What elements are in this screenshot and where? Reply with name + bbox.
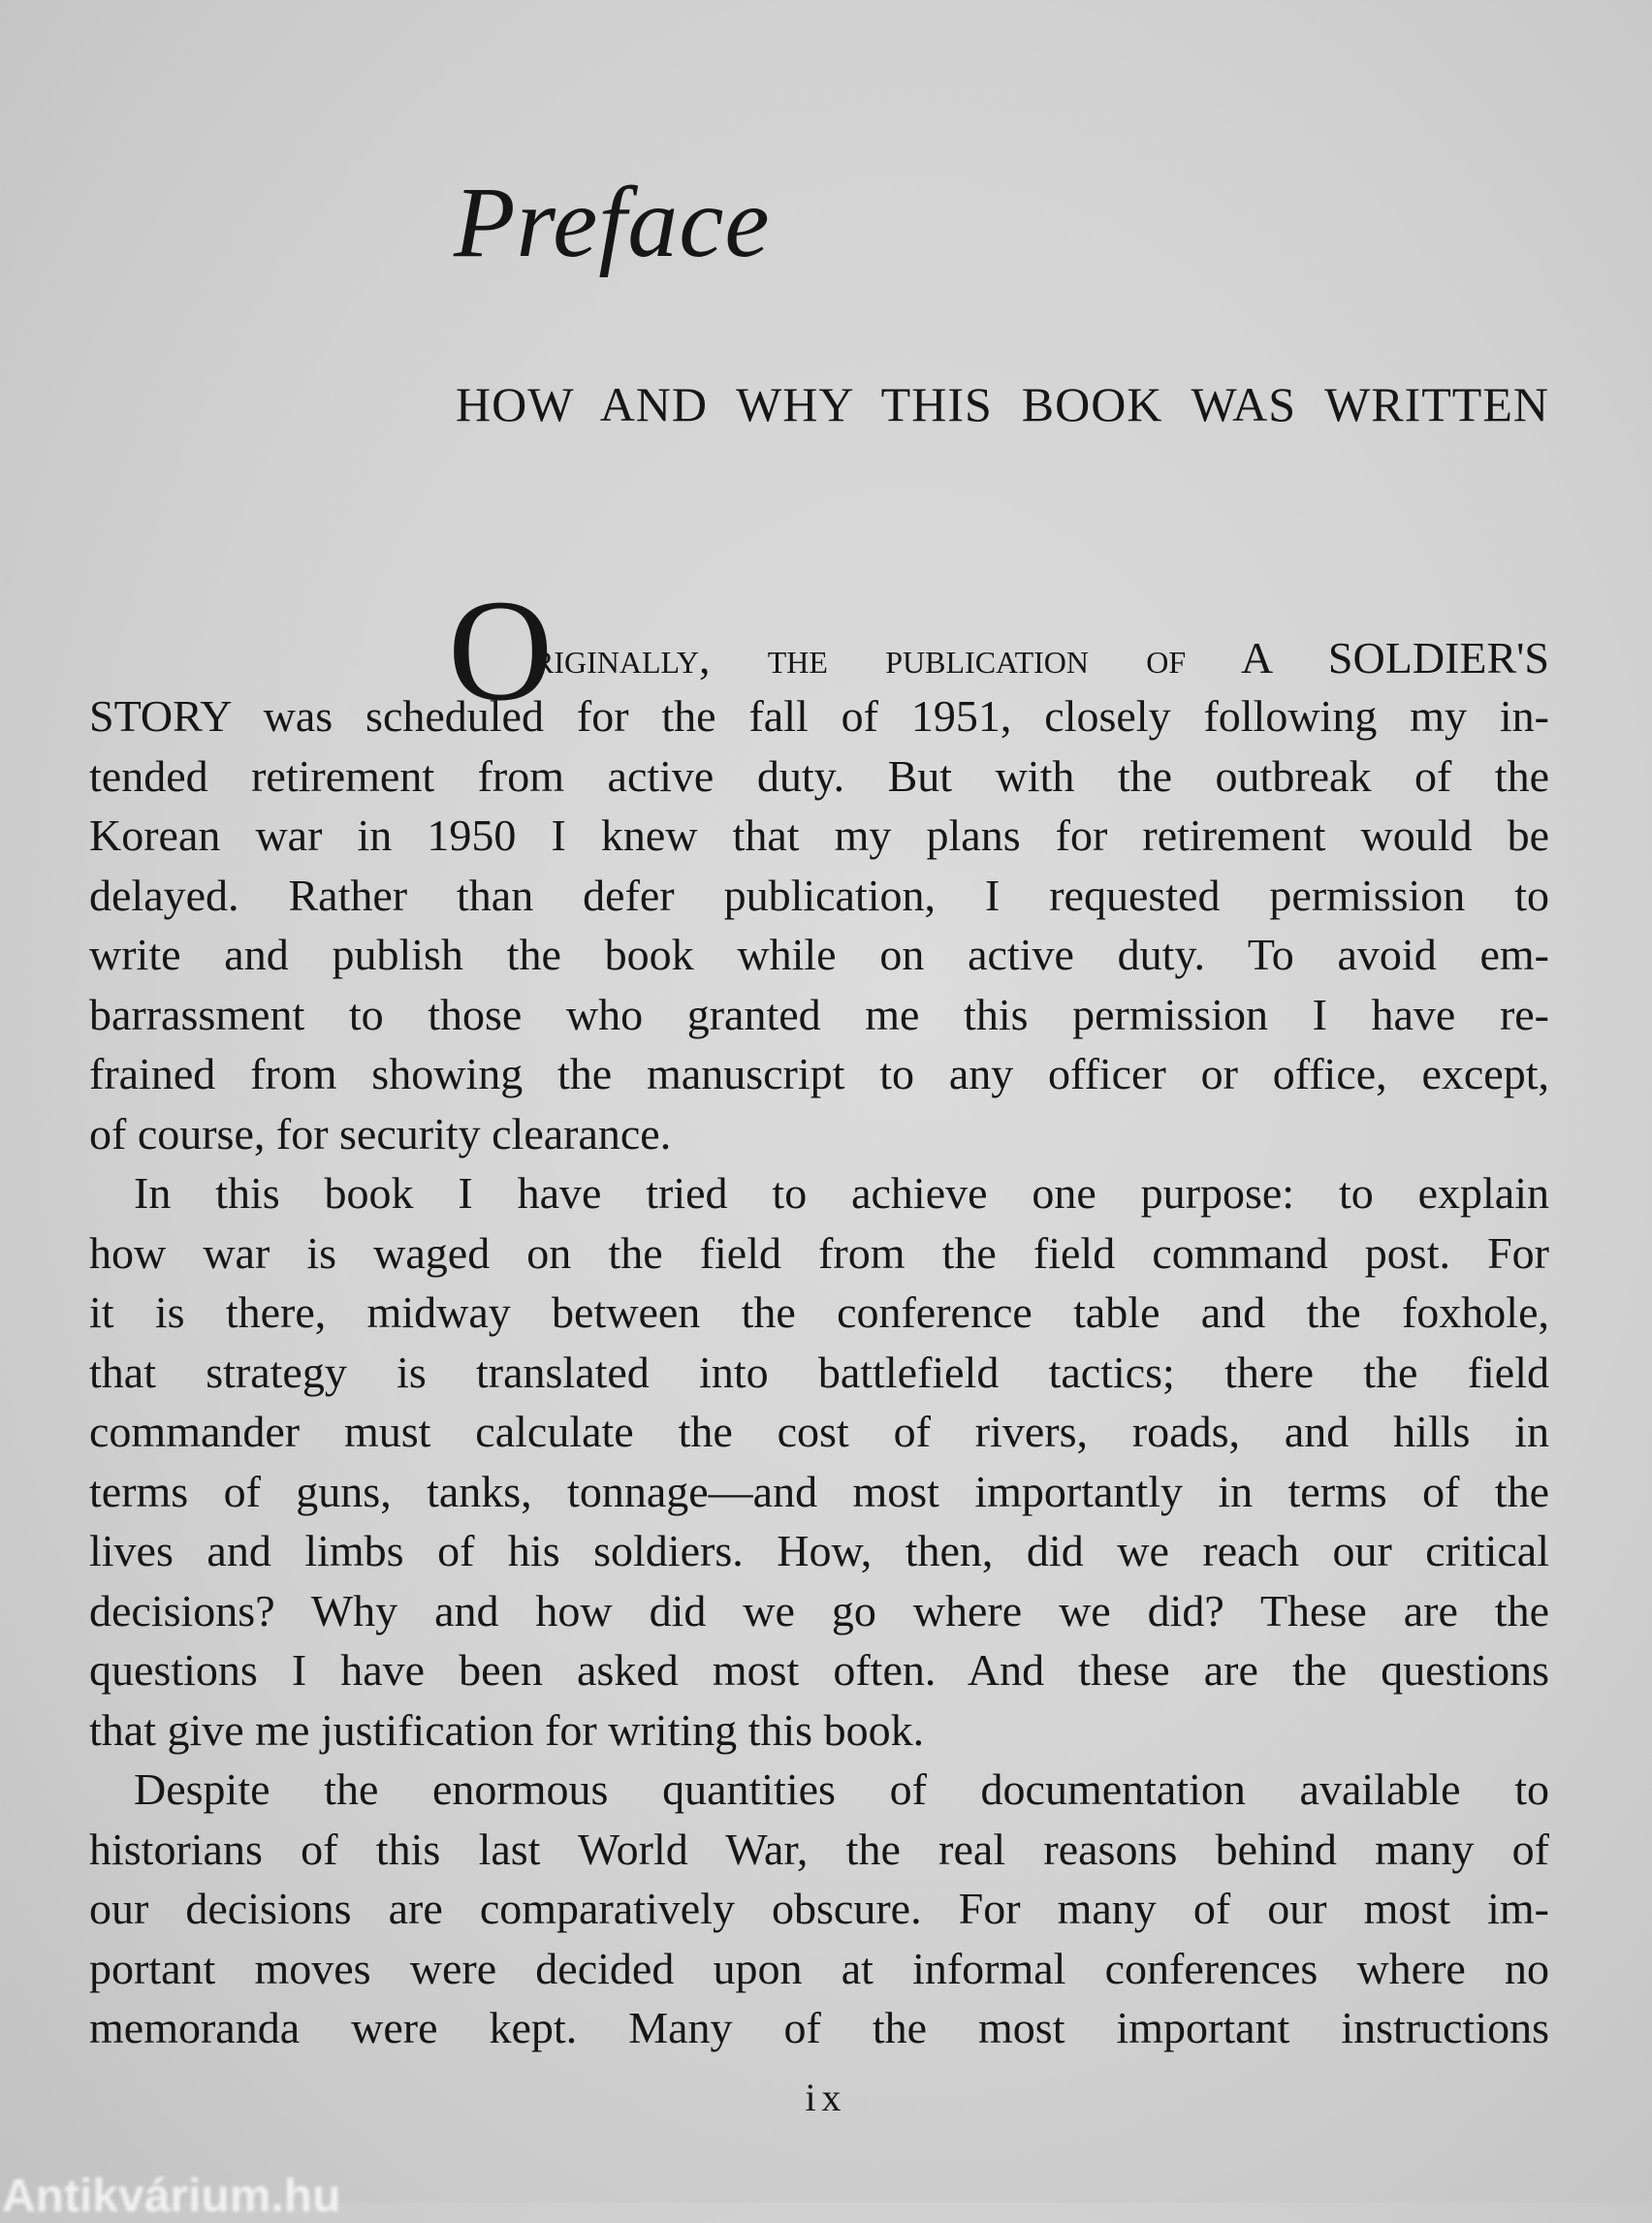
text-line: tended retirement from active duty. But with the outbreak of the [89, 750, 1549, 801]
text-line: STORY was scheduled for the fall of 1951, closely following my in- [89, 691, 1549, 741]
text-line: it is there, midway between the conference table and the foxhole, [89, 1287, 1549, 1337]
page-number: ix [805, 2076, 847, 2119]
first-line-book-title: A SOLDIER'S [1186, 633, 1550, 683]
text-line: how war is waged on the field from the field command post. For [89, 1227, 1549, 1278]
text-line: of course, for security clearance. [89, 1108, 672, 1159]
page-title: Preface [454, 167, 771, 278]
text-line: lives and limbs of his soldiers. How, then, did we reach our critical [89, 1526, 1549, 1575]
text-line: barrassment to those who granted me this permission I have re- [89, 989, 1549, 1039]
text-line: questions I have been asked most often. And these are the questions [89, 1645, 1549, 1695]
text-line: In this book I have tried to achieve one purpose: to explain [134, 1168, 1549, 1218]
chapter-subtitle: HOW AND WHY THIS BOOK WAS WRITTEN [456, 377, 1549, 431]
text-line: portant moves were decided upon at informal conferences where no [89, 1943, 1549, 1993]
text-line: Despite the enormous quantities of documentation available to [134, 1764, 1549, 1814]
text-line: Korean war in 1950 I knew that my plans for retirement would be [89, 810, 1549, 860]
body-text [89, 686, 1549, 2058]
text-line: decisions? Why and how did we go where we did? These are the [89, 1585, 1549, 1635]
text-line: that give me justification for writing this book. [89, 1704, 925, 1755]
first-line [533, 632, 1549, 683]
drop-cap: O [448, 570, 554, 731]
text-line: write and publish the book while on active duty. To avoid em- [89, 930, 1549, 979]
first-line-small-caps: riginally, the publication of [533, 633, 1187, 683]
text-line: commander must calculate the cost of rivers, roads, and hills in [89, 1407, 1549, 1456]
text-line: delayed. Rather than defer publication, I requested permission to [89, 870, 1549, 920]
text-line: terms of guns, tanks, tonnage—and most importantly in terms of the [89, 1466, 1549, 1516]
text-line: memoranda were kept. Many of the most important instructions [89, 2003, 1549, 2052]
text-line: that strategy is translated into battlefield tactics; there the field [89, 1347, 1549, 1397]
text-line: our decisions are comparatively obscure. For many of our most im- [89, 1884, 1549, 1933]
text-line: frained from showing the manuscript to any officer or office, except, [89, 1049, 1549, 1098]
watermark: Antikvárium.hu [2, 2171, 341, 2222]
text-line: historians of this last World War, the real reasons behind many of [89, 1824, 1549, 1874]
